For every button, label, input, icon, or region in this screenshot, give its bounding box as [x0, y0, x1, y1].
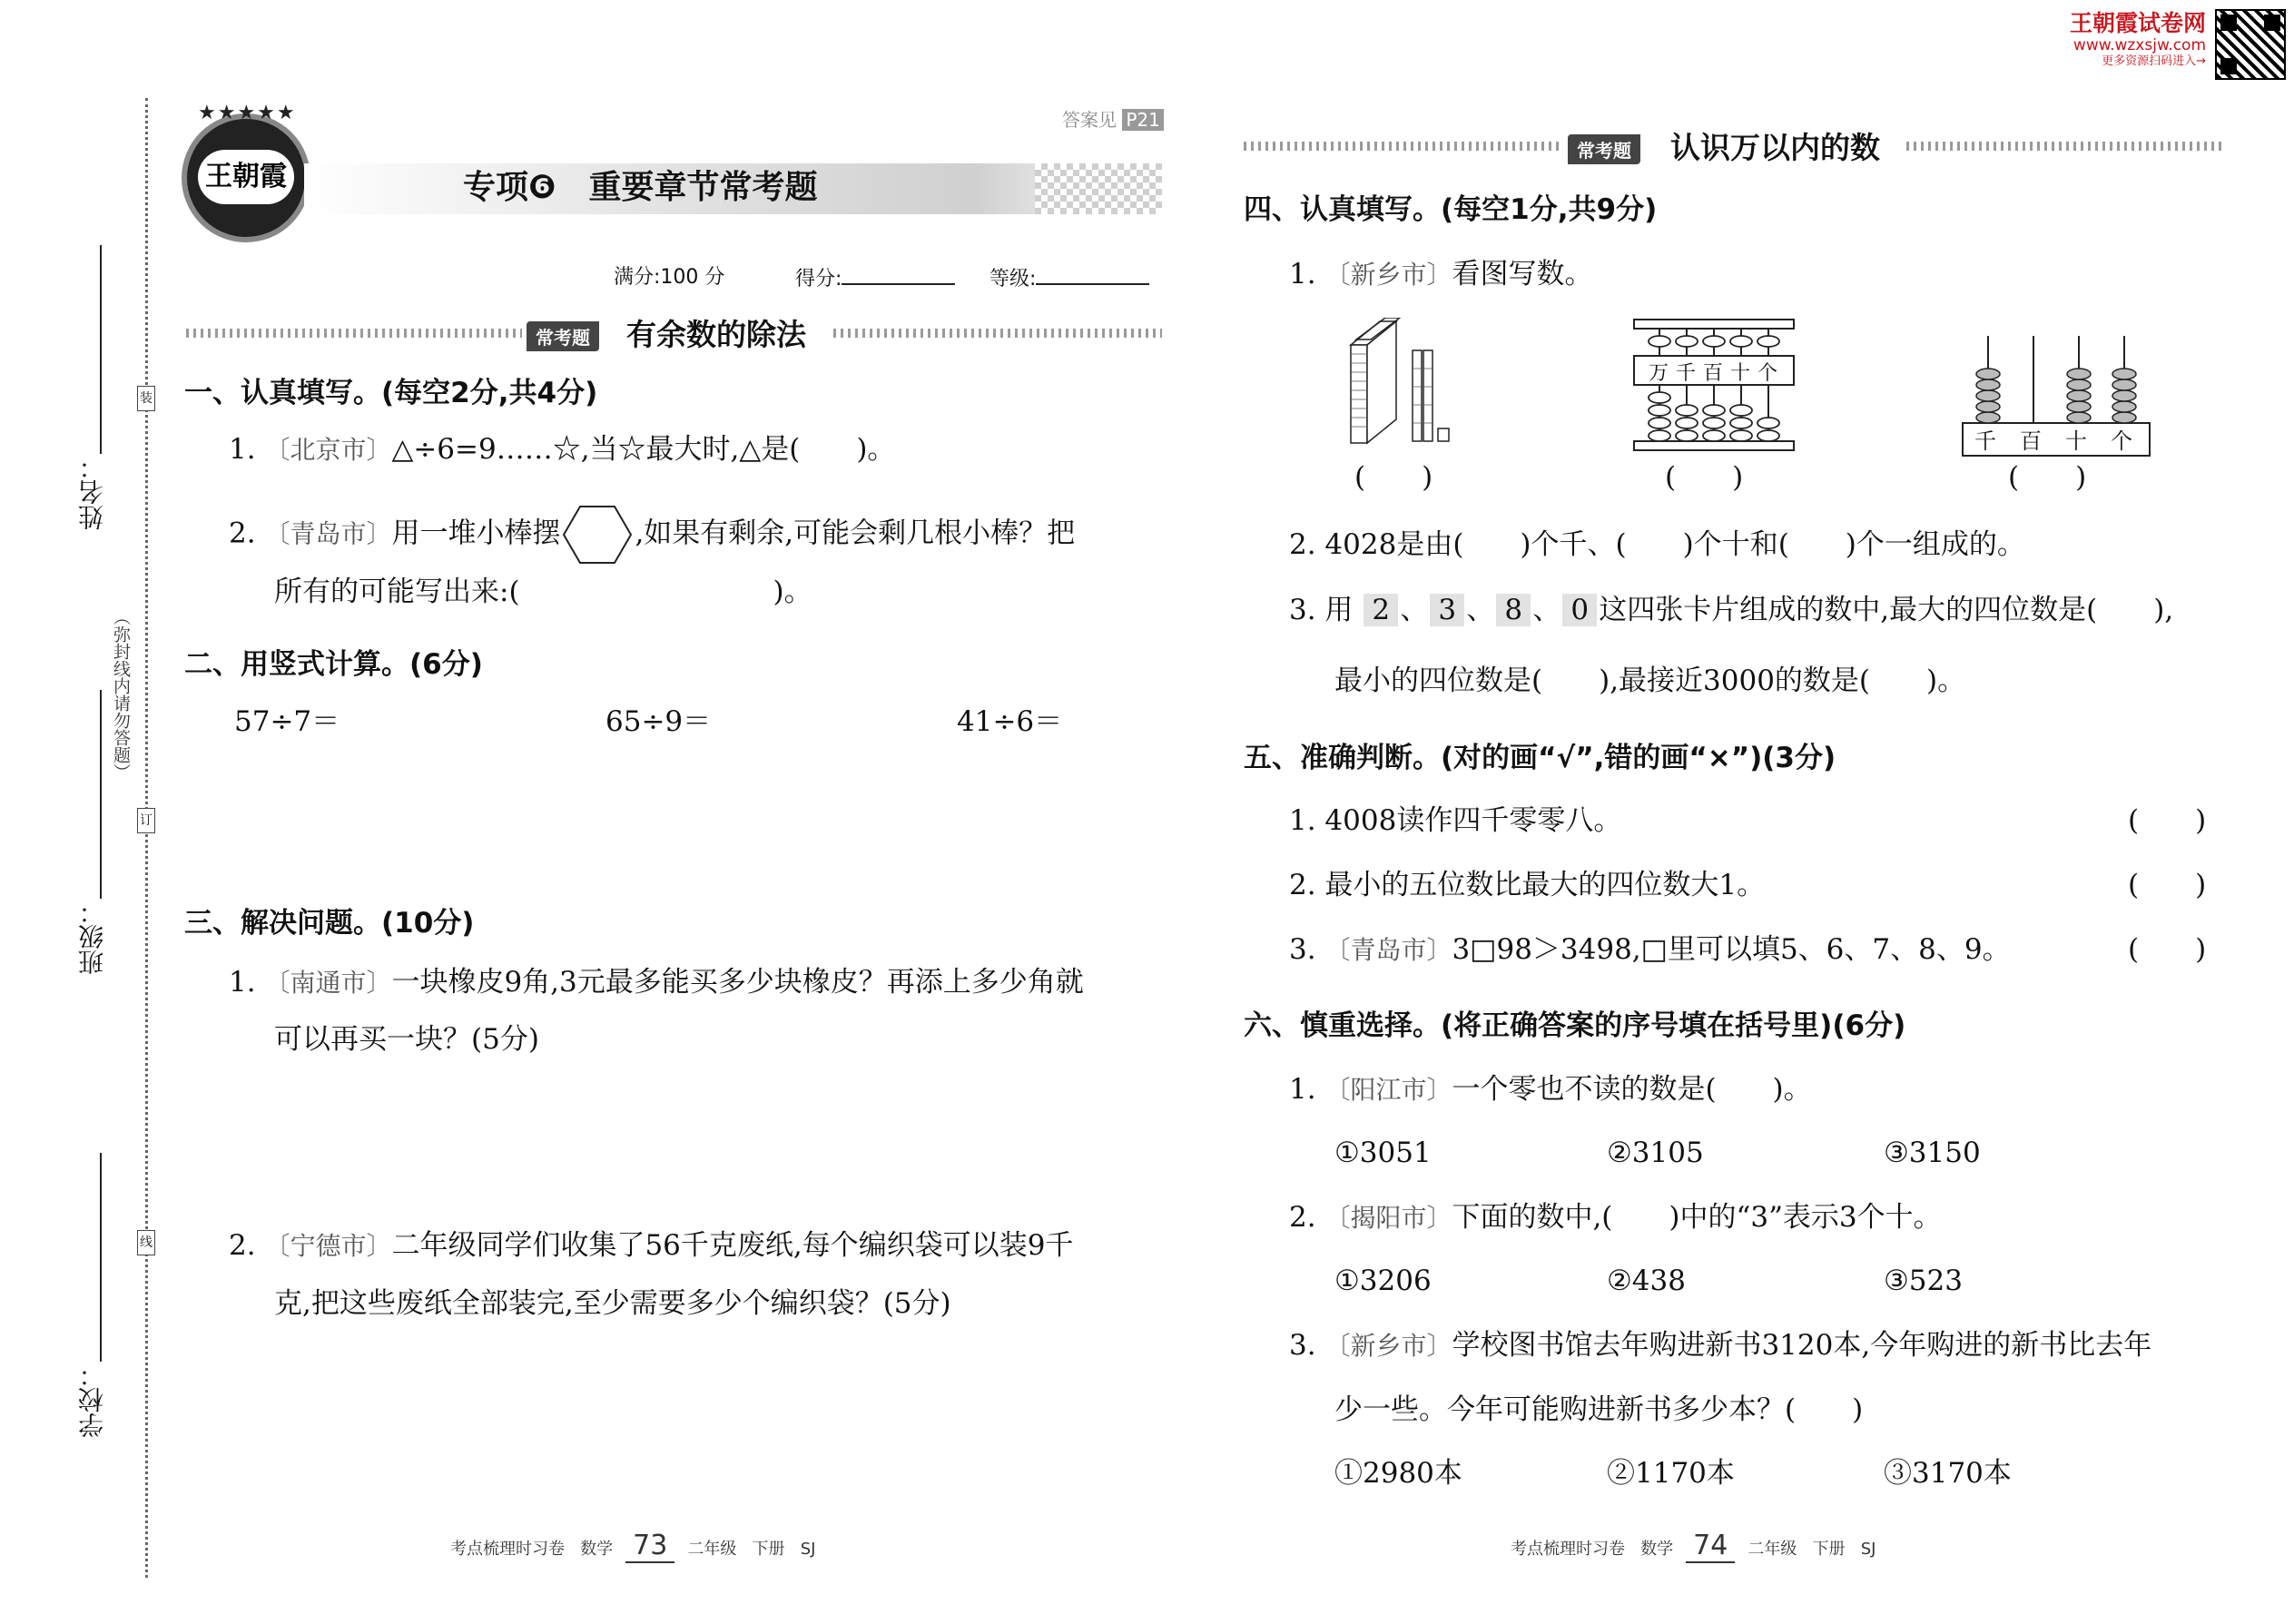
q1-2: 2. 〔青岛市〕用一堆小棒摆 ,如果有剩余,可能会剩几根小棒？把 — [229, 503, 1075, 566]
section-divider-left-b — [833, 329, 1162, 338]
seal-note: （弥封线内请勿答题） — [111, 608, 131, 781]
section-title-right: 认识万以内的数 — [1670, 130, 1880, 165]
answer-ref-label: 答案见 — [1062, 109, 1117, 131]
footer-edition-right: SJ — [1860, 1540, 1876, 1559]
q5-1-answer[interactable]: ( ) — [2128, 804, 2207, 837]
q5-1: 1. 4008读作四千零零八。 — [1289, 804, 1622, 837]
school-label: 学校： — [77, 1362, 107, 1438]
calc-1: 57÷7＝ — [234, 705, 340, 738]
answer-ref-page: P21 — [1122, 109, 1164, 131]
calc-3: 41÷6＝ — [957, 705, 1063, 738]
card-8: 8 — [1496, 594, 1531, 626]
answer-paren-2[interactable]: ( ) — [1665, 461, 1744, 494]
score-got — [795, 260, 955, 298]
star-icon: ★★★★★ — [198, 102, 297, 124]
abacus1-label-ge: 个 — [1757, 362, 1777, 385]
q4-1-text: 看图写数。 — [1452, 258, 1593, 290]
page-number: 73 — [625, 1530, 674, 1563]
q4-3: 3. 用 2 、 3 、 8 、 0 这四张卡片组成的数中,最大的四位数是( ), — [1289, 594, 2174, 626]
brand-logo-text: 王朝霞 — [198, 150, 294, 204]
q5-2-answer[interactable]: ( ) — [2128, 869, 2207, 901]
answer-ref — [1062, 102, 1164, 138]
answer-paren-1[interactable]: ( ) — [1354, 461, 1433, 494]
watermark-url: www.wzxsjw.com — [2072, 36, 2206, 54]
score-got-label: 得分: — [795, 268, 842, 290]
q1-2-text-a: 用一堆小棒摆 — [391, 517, 561, 550]
q1-2-line2: 所有的可能写出来:( )。 — [274, 576, 812, 608]
card-0: 0 — [1562, 594, 1597, 626]
name-label: 姓名： — [77, 454, 107, 530]
q6-3: 3. 〔新乡市〕学校图书馆去年购进新书3120本,今年购进的新书比去年 — [1289, 1329, 2152, 1362]
q3-2-line2: 克,把这些废纸全部装完,至少需要多少个编织袋？(5分) — [274, 1287, 951, 1320]
seal-mark-zhuang: 装 — [137, 386, 155, 411]
seal-mark-xian: 线 — [137, 1230, 155, 1255]
abacus2-label-shi: 十 — [2065, 428, 2087, 454]
watermark — [2024, 11, 2206, 69]
q6-1-opt-b: ②3105 — [1607, 1137, 1704, 1169]
q4-3-line2: 最小的四位数是( ),最接近3000的数是( )。 — [1334, 664, 1966, 697]
section-divider-left-a — [186, 329, 522, 338]
banner-checker — [1035, 163, 1162, 214]
q3-2-city: 〔宁德市〕 — [264, 1231, 392, 1261]
grade-label: 等级: — [989, 268, 1037, 290]
answer-paren-3[interactable]: ( ) — [2008, 461, 2087, 494]
class-line — [100, 690, 102, 899]
place-value-blocks — [1344, 318, 1471, 445]
abacus1-labels — [1645, 356, 1781, 392]
q3-1-line2: 可以再买一块？(5分) — [274, 1023, 539, 1056]
class-label: 班级： — [77, 899, 107, 975]
q6-1-opt-c: ③3150 — [1884, 1137, 1981, 1169]
q6-heading: 六、慎重选择。(将正确答案的序号填在括号里)(6分) — [1244, 1009, 1906, 1042]
q6-2-opt-c: ③523 — [1884, 1265, 1963, 1297]
footer-grade: 二年级 — [687, 1540, 737, 1559]
section-tag: 常考题 — [527, 321, 599, 351]
card-3: 3 — [1430, 594, 1464, 626]
abacus2-label-ge: 个 — [2111, 428, 2132, 454]
score-got-field[interactable] — [842, 260, 955, 285]
binding-dotted-line — [145, 98, 148, 1578]
seal-mark-ding: 订 — [137, 808, 155, 833]
q4-3-post: 这四张卡片组成的数中,最大的四位数是( ), — [1599, 594, 2174, 626]
q5-3-city: 〔青岛市〕 — [1324, 935, 1452, 965]
q4-1-city: 〔新乡市〕 — [1324, 260, 1452, 290]
q6-3-opt-b: ②1170本 — [1607, 1457, 1735, 1490]
q3-1-text: 一块橡皮9角,3元最多能买多少块橡皮？再添上多少角就 — [391, 966, 1084, 999]
q6-3-opt-c: ③3170本 — [1884, 1457, 2012, 1490]
q6-1-opt-a: ①3051 — [1334, 1137, 1432, 1169]
name-line — [100, 245, 102, 454]
q3-2: 2. 〔宁德市〕二年级同学们收集了56千克废纸,每个编织袋可以装9千 — [229, 1229, 1074, 1262]
q1-2-text-b: ,如果有剩余,可能会剩几根小棒？把 — [635, 517, 1076, 550]
q1-1-text: △÷6=9……☆,当☆最大时,△是( )。 — [391, 433, 896, 466]
q1-1-city: 〔北京市〕 — [264, 435, 392, 465]
abacus1-label-bai: 百 — [1702, 362, 1723, 385]
q6-3-text: 学校图书馆去年购进新书3120本,今年购进的新书比去年 — [1452, 1329, 2152, 1362]
footer-volume: 下册 — [752, 1540, 785, 1559]
q6-2-text: 下面的数中,( )中的“3”表示3个十。 — [1452, 1201, 1942, 1234]
q6-2-city: 〔揭阳市〕 — [1324, 1203, 1452, 1233]
page-number-right: 74 — [1686, 1530, 1735, 1563]
footer-volume-right: 下册 — [1812, 1540, 1846, 1559]
section-tag-right: 常考题 — [1568, 134, 1640, 164]
abacus2-label-bai: 百 — [2020, 428, 2042, 454]
school-line — [100, 1153, 102, 1362]
q2-heading: 二、用竖式计算。(6分) — [184, 648, 483, 681]
abacus1-label-shi: 十 — [1729, 362, 1750, 385]
qr-code-icon[interactable] — [2215, 9, 2286, 80]
footer-subject: 数学 — [580, 1540, 614, 1559]
q1-heading: 一、认真填写。(每空2分,共4分) — [184, 377, 598, 409]
q4-2: 2. 4028是由( )个千、( )个十和( )个一组成的。 — [1289, 528, 2025, 561]
score-full: 满分:100 分 — [614, 266, 725, 289]
q4-3-pre: 3. 用 — [1289, 594, 1354, 626]
q6-1-text: 一个零也不读的数是( )。 — [1452, 1073, 1812, 1106]
q5-3: 3. 〔青岛市〕3□98＞3498,□里可以填5、6、7、8、9。 — [1289, 933, 2011, 966]
q5-2: 2. 最小的五位数比最大的四位数大1。 — [1289, 869, 1766, 901]
footer-subject-right: 数学 — [1640, 1540, 1674, 1559]
q6-1: 1. 〔阳江市〕一个零也不读的数是( )。 — [1289, 1073, 1812, 1106]
q1-1: 1. 〔北京市〕△÷6=9……☆,当☆最大时,△是( )。 — [229, 433, 896, 466]
q5-3-answer[interactable]: ( ) — [2128, 933, 2207, 966]
q6-2-opt-b: ②438 — [1607, 1265, 1686, 1297]
section-divider-right-a — [1244, 142, 1561, 151]
q4-heading: 四、认真填写。(每空1分,共9分) — [1244, 193, 1658, 226]
footer-book-right: 考点梳理时习卷 — [1511, 1540, 1625, 1559]
watermark-cta: 更多资源扫码进入→ — [2102, 54, 2206, 68]
card-2: 2 — [1364, 594, 1398, 626]
abacus1-label-qian: 千 — [1675, 362, 1696, 385]
footer-left — [450, 1530, 815, 1563]
q5-heading: 五、准确判断。(对的画“√”,错的画“×”)(3分) — [1244, 742, 1836, 774]
q3-1-city: 〔南通市〕 — [264, 968, 392, 998]
abacus1-label-wan: 万 — [1648, 362, 1669, 385]
abacus2-labels — [1963, 423, 2144, 459]
grade-field[interactable] — [1036, 260, 1149, 285]
page-title: 专项❻ 重要章节常考题 — [463, 169, 818, 206]
footer-right — [1511, 1530, 1876, 1563]
footer-grade-right: 二年级 — [1748, 1540, 1797, 1559]
calc-2: 65÷9＝ — [605, 705, 712, 738]
brand-logo — [182, 113, 310, 242]
q3-1: 1. 〔南通市〕一块橡皮9角,3元最多能买多少块橡皮？再添上多少角就 — [229, 966, 1084, 999]
q4-1: 1. 〔新乡市〕看图写数。 — [1289, 258, 1593, 290]
q3-2-text: 二年级同学们收集了56千克废纸,每个编织袋可以装9千 — [391, 1229, 1074, 1262]
section-divider-right-b — [1906, 142, 2226, 151]
grade — [989, 260, 1149, 298]
q6-2: 2. 〔揭阳市〕下面的数中,( )中的“3”表示3个十。 — [1289, 1201, 1942, 1234]
q6-3-opt-a: ①2980本 — [1334, 1457, 1462, 1490]
abacus2-label-qian: 千 — [1974, 428, 1996, 454]
footer-book: 考点梳理时习卷 — [450, 1540, 565, 1559]
watermark-brand: 王朝霞试卷网 — [2069, 10, 2206, 36]
section-title: 有余数的除法 — [626, 317, 806, 352]
q6-3-city: 〔新乡市〕 — [1324, 1331, 1452, 1361]
q6-3-line2: 少一些。今年可能购进新书多少本？( ) — [1334, 1393, 1864, 1426]
footer-edition: SJ — [800, 1540, 816, 1559]
q3-heading: 三、解决问题。(10分) — [184, 907, 475, 940]
q6-1-city: 〔阳江市〕 — [1324, 1075, 1452, 1105]
hexagon-icon — [562, 503, 633, 566]
q6-2-opt-a: ①3206 — [1334, 1265, 1432, 1297]
q1-2-city: 〔青岛市〕 — [264, 518, 392, 549]
q5-3-text: 3□98＞3498,□里可以填5、6、7、8、9。 — [1452, 933, 2011, 966]
